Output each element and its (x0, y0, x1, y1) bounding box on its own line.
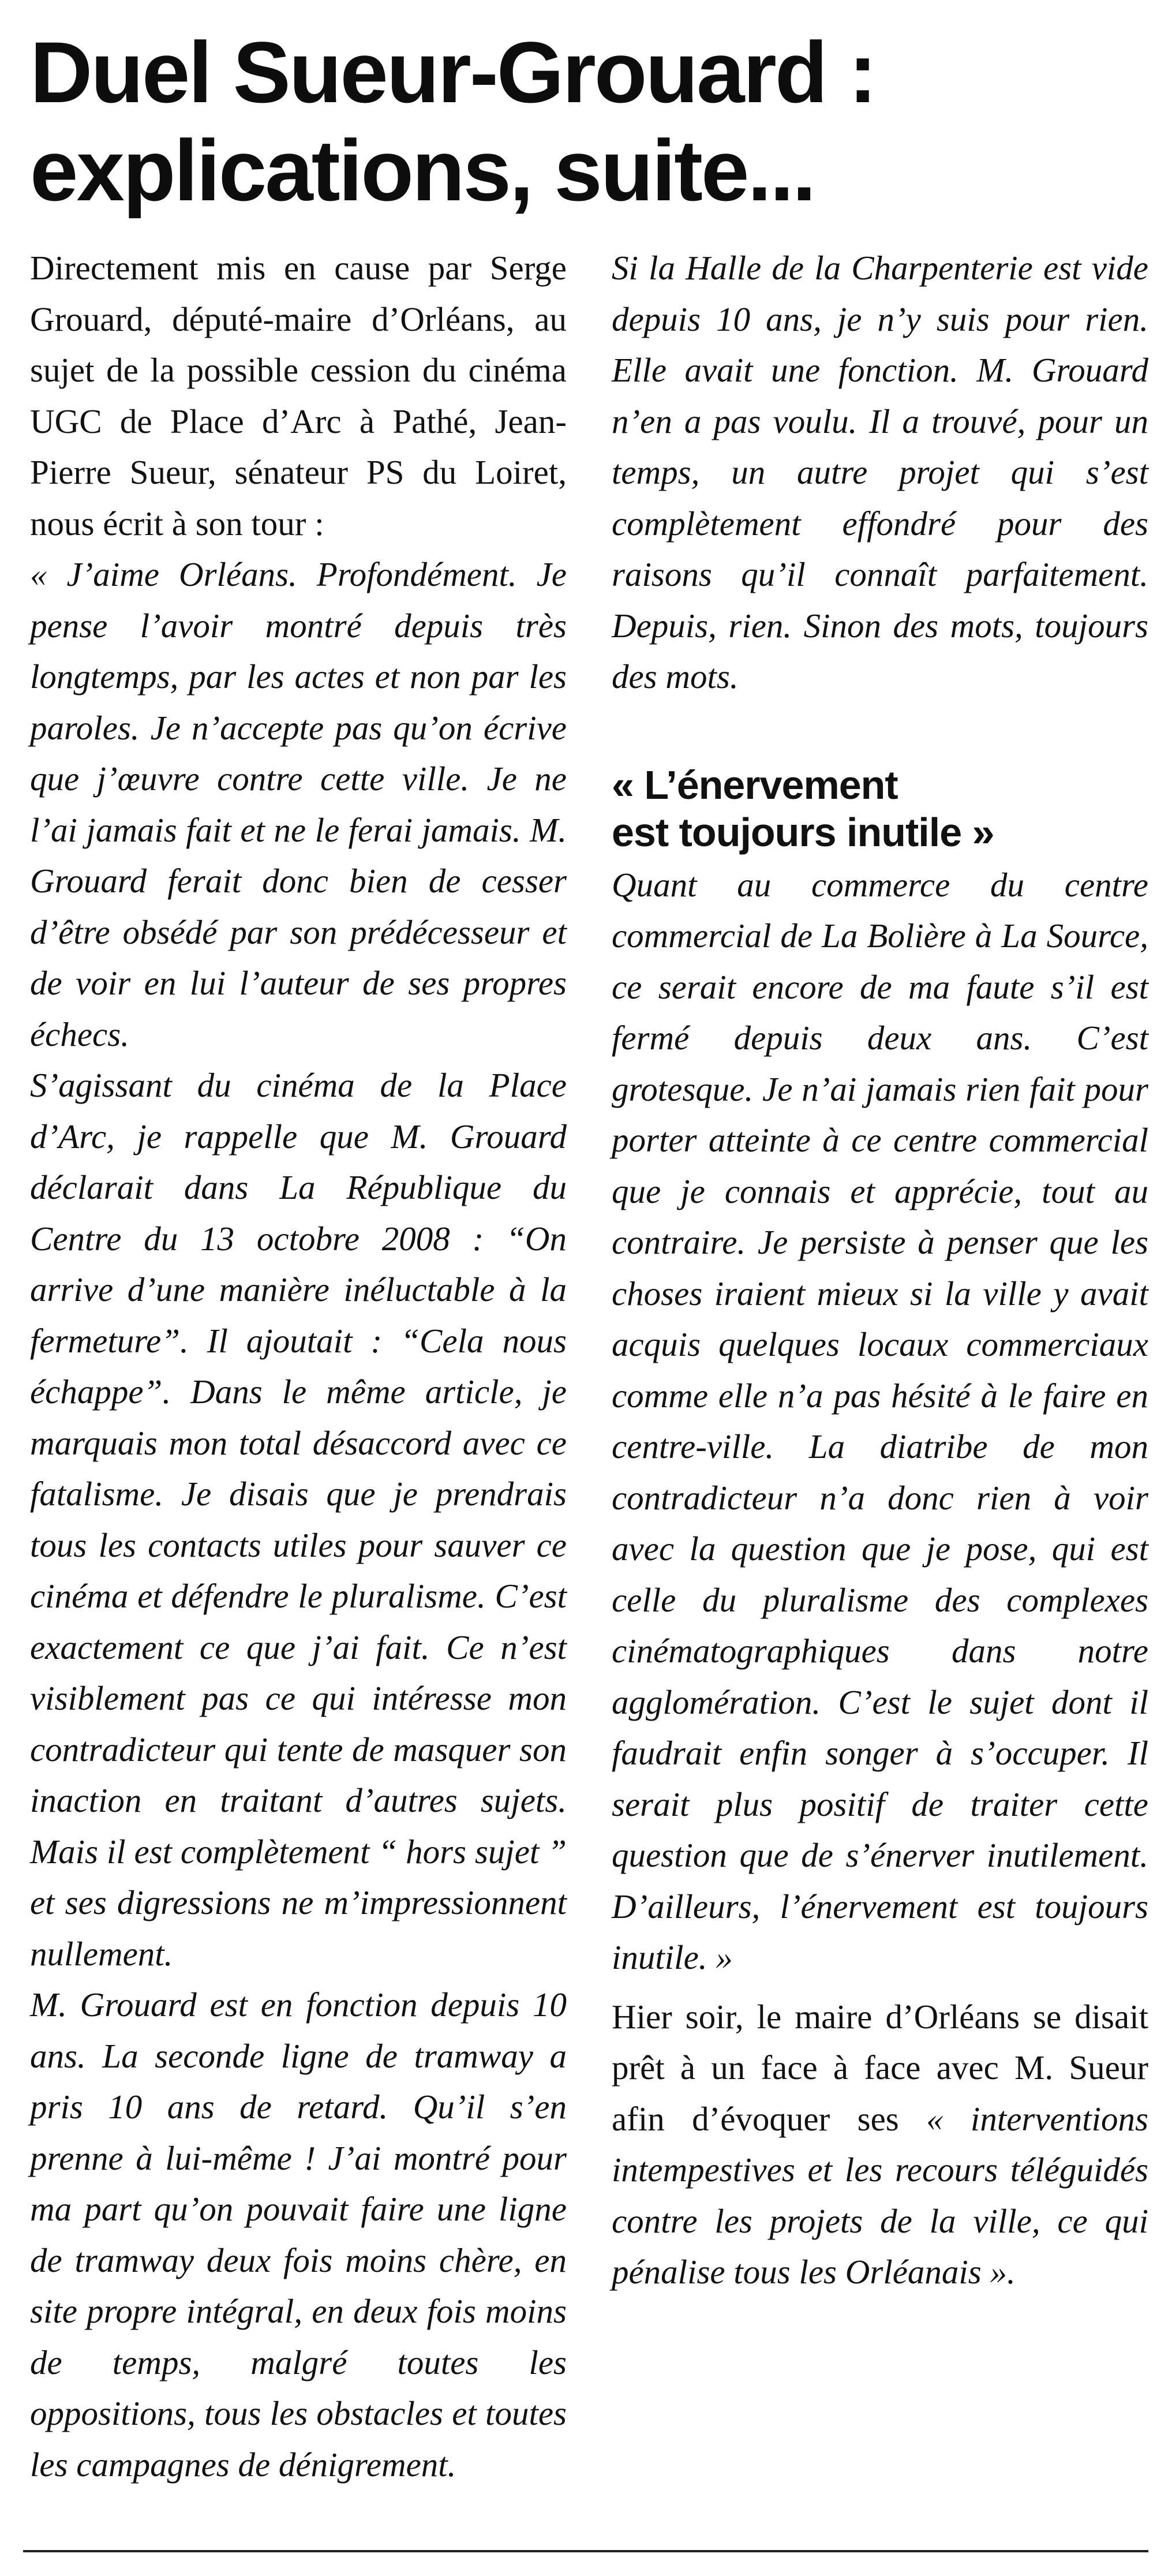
closing-quote: « interventions intempestives et les recours téléguidés contre les projets de la ville, ce qui pénalise tous les Orléanais ». (612, 2099, 1148, 2291)
closing-text: Hier soir, le maire d’Orléans se disait prêt à un face à face avec M. Sueur afin d’évoquer ses (612, 1997, 1148, 2138)
bottom-rule (23, 2550, 1148, 2552)
article-column-right (612, 242, 1148, 2298)
headline-line-1: Duel Sueur-Grouard : (30, 24, 876, 121)
subheading-line-1: « L’énervement (612, 762, 898, 807)
subheading-line-2: est toujours inutile » (612, 809, 994, 855)
closing-paragraph (612, 1991, 1148, 2298)
quote-paragraph-5: Quant au commerce du centre commercial de La Bolière à La Source, ce serait encore de ma faute s’il est fermé depuis deux ans. C’est grotesque. Je n’ai jamais rien fait pour porter atteinte à ce centre commercial que je connais et apprécie, tout au contraire. Je persiste à penser que les choses iraient mieux si la ville y avait acquis quelques locaux commerciaux comme elle n’a pas hésité à le faire en centre-ville. La diatribe de mon contradicteur n’a donc rien à voir avec la question que je pose, qui est celle du pluralisme des complexes cinématographiques dans notre agglomération. C’est le sujet dont il faudrait enfin songer à s’occuper. Il serait plus positif de traiter cette question que de s’énerver inutilement. D’ailleurs, l’énervement est toujours inutile. » (612, 865, 1148, 1976)
quote-paragraph-2: S’agissant du cinéma de la Place d’Arc, je rappelle que M. Grouard déclarait dans La République du Centre du 13 octobre 2008 : “On arrive d’une manière inéluctable à la fermeture”. Il ajoutait : “Cela nous échappe”. Dans le même article, je marquais mon total désaccord avec ce fatalisme. Je disais que je prendrais tous les contacts utiles pour sauver ce cinéma et défendre le pluralisme. C’est exactement ce que j’ai fait. Ce n’est visiblement pas ce qui intéresse mon contradicteur qui tente de masquer son inaction en traitant d’autres sujets. Mais il est complètement “ hors sujet ” et ses digressions ne m’impressionnent nullement. (30, 1066, 567, 1973)
quote-paragraph-3: M. Grouard est en fonction depuis 10 ans. La seconde ligne de tramway a pris 10 ans de retard. Qu’il s’en prenne à lui-même ! J’ai montré pour ma part qu’on pouvait faire une ligne de tramway deux fois moins chère, en site propre intégral, en deux fois moins de temps, malgré toutes les oppositions, tous les obstacles et toutes les campagnes de dénigrement. (30, 1986, 567, 2484)
intro-paragraph: Directement mis en cause par Serge Grouard, député-maire d’Orléans, au sujet de la possible cession du cinéma UGC de Place d’Arc à Pathé, Jean-Pierre Sueur, sénateur PS du Loiret, nous écrit à son tour : (30, 249, 567, 543)
headline-line-2: explications, suite... (30, 122, 815, 219)
article-column-left (30, 242, 567, 2490)
subheading (612, 761, 1148, 856)
quote-paragraph-1: « J’aime Orléans. Profondément. Je pense l’avoir montré depuis très longtemps, par les actes et non par les paroles. Je n’accepte pas qu’on écrive que j’œuvre contre cette ville. Je ne l’ai jamais fait et ne le ferai jamais. M. Grouard ferait donc bien de cesser d’être obsédé par son prédécesseur et de voir en lui l’auteur de ses propres échecs. (30, 555, 567, 1053)
headline (30, 23, 1149, 219)
quote-paragraph-4: Si la Halle de la Charpenterie est vide depuis 10 ans, je n’y suis pour rien. Elle avait une fonction. M. Grouard n’en a pas voulu. Il a trouvé, pour un temps, un autre projet qui s’est complètement effondré pour des raisons qu’il connaît parfaitement. Depuis, rien. Sinon des mots, toujours des mots. (612, 249, 1148, 696)
